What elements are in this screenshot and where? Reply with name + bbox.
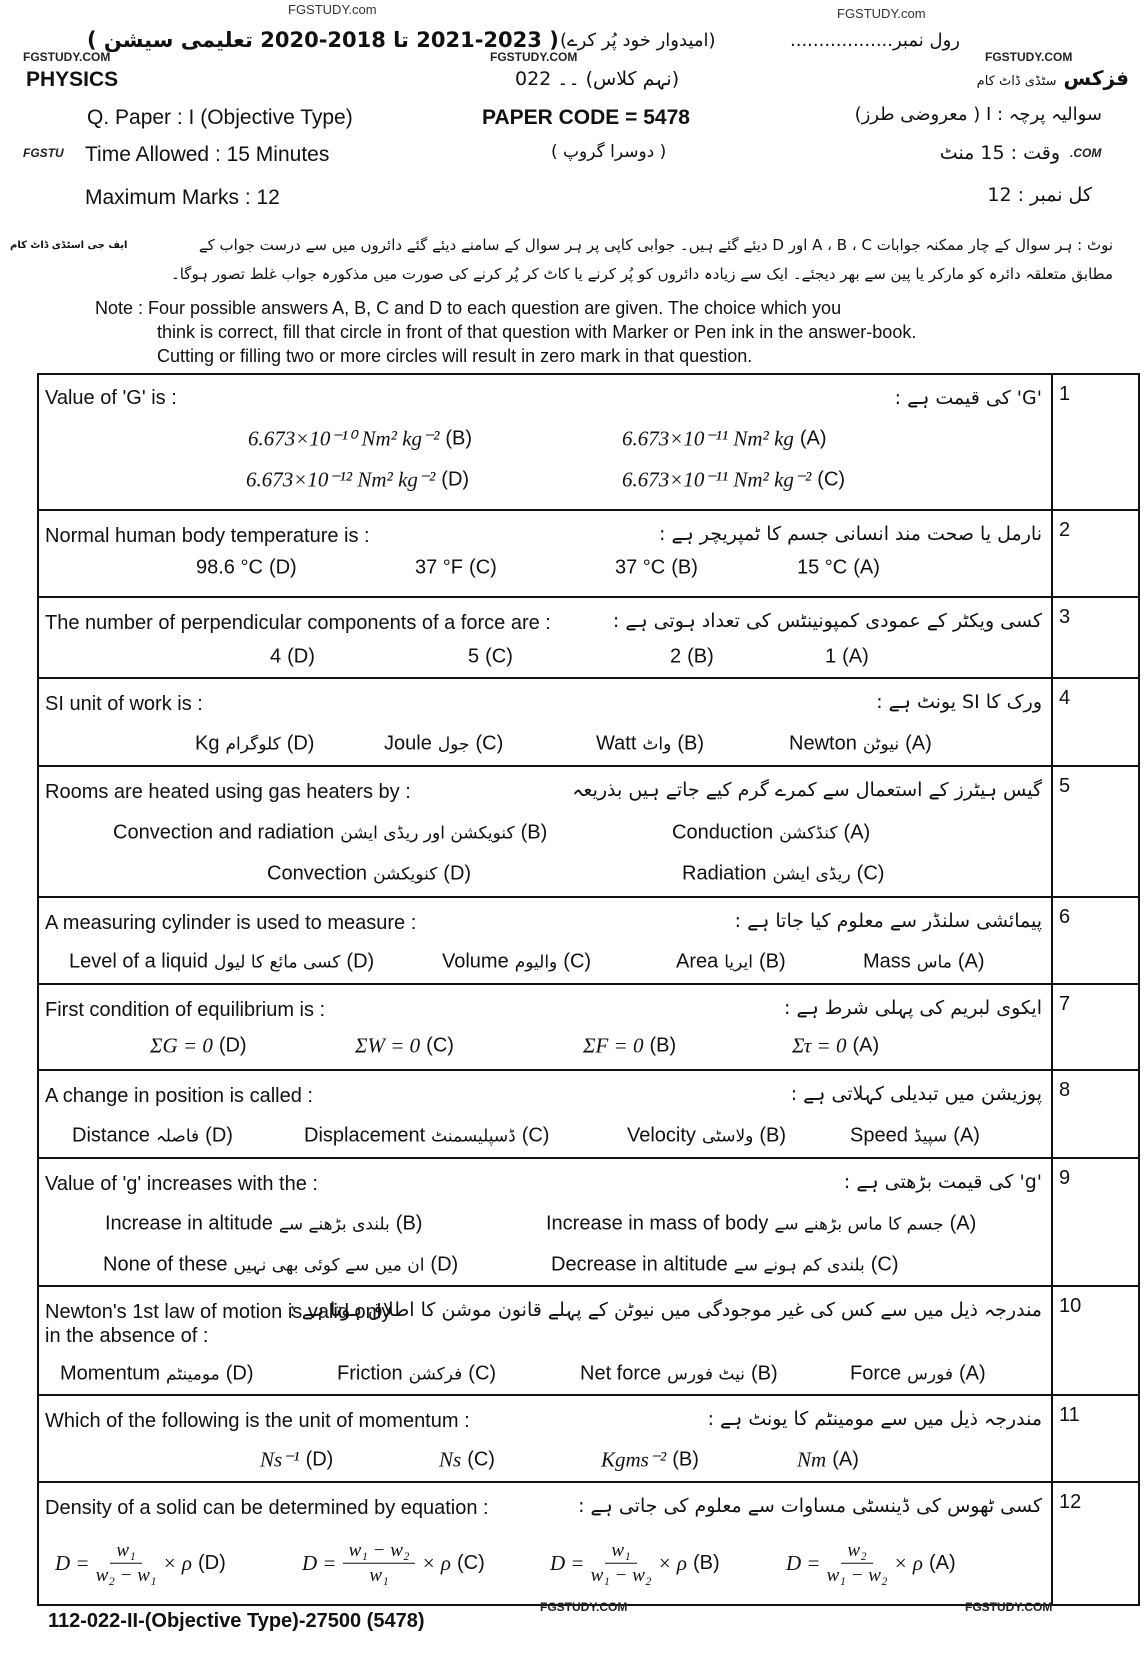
option-a: [789, 733, 932, 756]
option-letter: (D): [430, 1253, 459, 1276]
question-row: [39, 1394, 1138, 1481]
candidate-fill-label: (امیدوار خود پُر کرے): [560, 30, 716, 51]
option-text-english: Level of a liquid: [69, 950, 208, 973]
question-row: [39, 375, 1138, 509]
option-letter: (B): [693, 1551, 720, 1574]
option-c: [442, 951, 591, 974]
option-text-english: Speed: [850, 1124, 908, 1147]
option-a: [672, 822, 870, 845]
option-c: [439, 1448, 495, 1473]
option-letter: (A): [842, 645, 869, 668]
watermark: FGSTUDY.COM: [540, 1600, 628, 1614]
option-letter: (C): [521, 1124, 550, 1147]
option-b: [583, 1034, 676, 1059]
session-label: ( 2021-2023 تا 2018-2020 تعلیمی سیشن ): [87, 28, 559, 52]
question-number: 2: [1059, 519, 1071, 541]
question-text-english: Value of 'g' increases with the :: [45, 1173, 318, 1195]
option-text-urdu: فورس: [907, 1364, 953, 1384]
question-text-urdu: کسی ٹھوس کی ڈینسٹی مساوات سے معلوم کی جاتی ہے :: [578, 1495, 1042, 1517]
instructions-note-line3: Cutting or filling two or more circles will result in zero mark in that question.: [157, 346, 753, 366]
group-label: ( دوسرا گروپ ): [551, 142, 667, 162]
option-a: [792, 1034, 879, 1059]
option-d: [195, 733, 314, 756]
maximum-marks: Maximum Marks : 12: [85, 186, 280, 209]
option-letter: (A): [799, 427, 827, 450]
option-d: [267, 863, 471, 886]
option-a: [797, 1448, 859, 1473]
option-text-urdu: نیٹ فورس: [667, 1364, 745, 1384]
option-d: [55, 1539, 226, 1588]
question-row: [39, 1285, 1138, 1394]
option-text-english: Watt: [596, 732, 637, 755]
paper-type: Q. Paper : I (Objective Type): [87, 106, 353, 129]
option-letter: (A): [852, 1034, 880, 1057]
option-text-english: Increase in mass of body: [546, 1212, 769, 1235]
option-text-english: Velocity: [627, 1124, 696, 1147]
option-text-english: Force: [850, 1362, 902, 1385]
option-letter: (B): [672, 1448, 699, 1471]
question-number: 10: [1059, 1295, 1082, 1317]
question-text-english: SI unit of work is :: [45, 693, 203, 715]
option-text-english: 6.673×10⁻¹⁰ Nm² kg⁻²: [248, 426, 440, 451]
option-text-english: Net force: [580, 1362, 662, 1385]
question-text-urdu: کسی ویکٹر کے عمودی کمپونینٹس کی تعداد ہوتی ہے :: [612, 610, 1042, 632]
option-a: [850, 1125, 980, 1148]
option-c: [302, 1539, 485, 1588]
option-text-urdu: کنویکشن: [373, 864, 438, 884]
question-text-urdu: پیمائشی سلنڈر سے معلوم کیا جاتا ہے :: [734, 910, 1042, 932]
watermark: ایف جی اسٹڈی ڈاٹ کام: [10, 240, 128, 251]
option-text-english: Kgms⁻²: [601, 1447, 667, 1472]
option-text-english: 6.673×10⁻¹¹ Nm² kg⁻²: [622, 467, 812, 492]
option-text-english: Στ = 0: [792, 1033, 847, 1058]
option-letter: (D): [286, 732, 315, 755]
watermark: FGSTU: [23, 146, 64, 160]
maximum-marks-urdu: کل نمبر : 12: [987, 184, 1092, 206]
watermark: FGSTUDY.com: [837, 6, 926, 21]
option-letter: (A): [957, 950, 985, 973]
option-letter: (A): [959, 1362, 986, 1385]
question-text-english: Which of the following is the unit of momentum :: [45, 1410, 470, 1432]
question-text-english: Value of 'G' is :: [45, 387, 177, 409]
option-text-english: ΣW = 0: [355, 1033, 421, 1058]
option-b: [670, 646, 714, 669]
option-letter: (C): [468, 1362, 497, 1385]
question-number: 6: [1059, 906, 1071, 928]
option-text-urdu: کسی مائع کا لیول: [213, 952, 341, 972]
option-d: [60, 1363, 254, 1386]
formula-factor: × ρ: [421, 1550, 451, 1575]
option-b: [601, 1448, 699, 1473]
option-b: [580, 1363, 778, 1386]
option-letter: (B): [677, 732, 704, 755]
question-row: [39, 677, 1138, 765]
option-text-english: 4: [270, 645, 282, 668]
option-text-urdu: ایریا: [724, 952, 753, 972]
question-text-urdu: پوزیشن میں تبدیلی کہلاتی ہے :: [790, 1083, 1042, 1105]
option-a: [786, 1539, 956, 1588]
option-text-english: Nm: [797, 1447, 827, 1472]
option-letter: (B): [445, 427, 473, 450]
question-row: [39, 596, 1138, 677]
question-text-urdu: مندرجہ ذیل میں سے مومینٹم کا یونٹ ہے :: [707, 1408, 1042, 1430]
option-text-english: Radiation: [682, 862, 767, 885]
formula-factor: × ρ: [162, 1550, 192, 1575]
footer-paper-code: 112-022-II-(Objective Type)-27500 (5478): [48, 1610, 425, 1632]
option-text-english: Conduction: [672, 821, 774, 844]
option-letter: (D): [287, 645, 315, 668]
option-text-english: Ns⁻¹: [260, 1447, 300, 1472]
subject-urdu-label: فزکس: [1063, 66, 1129, 90]
question-number: 8: [1059, 1079, 1071, 1101]
option-text-english: Decrease in altitude: [551, 1253, 728, 1276]
option-text-urdu: بلندی بڑھنے سے: [278, 1214, 390, 1235]
formula-factor: × ρ: [893, 1550, 923, 1575]
option-b: [596, 733, 704, 756]
subject-english: PHYSICS: [26, 68, 119, 91]
question-text-urdu: نارمل یا صحت مند انسانی جسم کا ٹمپریچر ہے :: [659, 523, 1042, 545]
option-letter: (A): [832, 1448, 859, 1471]
question-number: 4: [1059, 687, 1071, 709]
option-b: [676, 951, 786, 974]
option-letter: (D): [441, 468, 470, 491]
option-b: [113, 822, 547, 845]
option-c: [355, 1034, 454, 1059]
formula-fraction: [591, 1539, 652, 1588]
option-letter: (C): [467, 1448, 495, 1471]
question-text-english: First condition of equilibrium is :: [45, 999, 326, 1021]
question-number: 11: [1059, 1404, 1080, 1426]
option-letter: (B): [759, 1124, 787, 1147]
option-text-english: 37 °C: [615, 556, 666, 579]
option-d: [246, 468, 469, 493]
numerator: w₁: [110, 1539, 141, 1564]
option-d: [72, 1125, 233, 1148]
question-number: 7: [1059, 993, 1071, 1015]
instructions-urdu-line2: مطابق متعلقہ دائرہ کو مارکر یا پین سے بھر دیجئے۔ ایک سے زیادہ دائروں کو پُر کرنے یا کاٹ کر پُر کرنے کی صورت میں مذکورہ جواب غلط تصور ہوگا۔: [170, 265, 1113, 283]
option-letter: (B): [750, 1362, 778, 1385]
question-number: 3: [1059, 606, 1071, 628]
option-text-english: 1: [825, 645, 837, 668]
question-number: 9: [1059, 1167, 1071, 1189]
option-d: [69, 951, 374, 974]
option-text-english: Kg: [195, 732, 220, 755]
option-b: [627, 1125, 786, 1148]
watermark: FGSTUDY.COM: [985, 50, 1073, 64]
option-letter: (C): [870, 1253, 899, 1276]
formula-fraction: [343, 1539, 416, 1588]
question-text-urdu: گیس ہیٹرز کے استعمال سے کمرے گرم کیے جاتے ہیں بذریعہ: [572, 779, 1042, 801]
option-text-urdu: نیوٹن: [862, 734, 900, 754]
question-text-english-cont: in the absence of :: [45, 1325, 209, 1347]
option-text-english: Friction: [337, 1362, 403, 1385]
watermark: .COM: [1070, 146, 1102, 160]
numerator: w₁ − w₂: [343, 1539, 416, 1564]
instructions-note-line2: think is correct, fill that circle in front of that question with Marker or Pen ink in the answer-book.: [157, 322, 917, 342]
option-text-english: Ns: [439, 1447, 462, 1472]
option-letter: (B): [759, 950, 786, 973]
option-text-english: Joule: [384, 732, 432, 755]
option-letter: (C): [856, 862, 885, 885]
class-code: (نہم کلاس) ۔۔ 022: [515, 68, 680, 90]
questions-table: [37, 373, 1140, 1606]
option-text-urdu: والیوم: [514, 952, 558, 972]
option-text-english: 6.673×10⁻¹² Nm² kg⁻²: [246, 467, 436, 492]
question-text-english: The number of perpendicular components of a force are :: [45, 612, 551, 634]
option-b: [550, 1539, 720, 1588]
option-text-english: ΣG = 0: [150, 1033, 213, 1058]
question-text-english: A measuring cylinder is used to measure :: [45, 912, 417, 934]
option-letter: (C): [426, 1034, 454, 1057]
option-text-english: 6.673×10⁻¹¹ Nm² kg: [622, 426, 794, 451]
denominator: w₂ − w₁: [95, 1564, 157, 1586]
watermark: FGSTUDY.COM: [23, 50, 111, 64]
question-text-english: A change in position is called :: [45, 1085, 313, 1107]
option-text-english: 15 °C: [797, 556, 848, 579]
option-d: [196, 557, 297, 580]
denominator: w₁ − w₂: [590, 1564, 652, 1586]
option-text-urdu: مومینٹم: [166, 1364, 220, 1384]
option-d: [270, 646, 315, 669]
option-c: [415, 557, 497, 580]
option-text-urdu: جول: [437, 734, 470, 754]
question-row: [39, 1157, 1138, 1285]
option-text-urdu: ماس: [916, 952, 952, 972]
watermark: FGSTUDY.COM: [490, 50, 578, 64]
option-letter: (A): [853, 556, 880, 579]
option-text-english: Volume: [442, 950, 509, 973]
question-text-english: Density of a solid can be determined by equation :: [45, 1497, 489, 1519]
option-a: [863, 951, 985, 974]
option-b: [105, 1213, 422, 1236]
option-text-english: Increase in altitude: [105, 1212, 273, 1235]
question-row: [39, 765, 1138, 896]
question-text-urdu: ایکوی لبریم کی پہلی شرط ہے :: [784, 997, 1042, 1019]
option-text-urdu: واٹ: [642, 734, 672, 754]
question-text-urdu: ورک کا SI یونٹ ہے :: [876, 691, 1042, 713]
option-d: [103, 1254, 458, 1277]
formula-lhs: D =: [55, 1550, 90, 1575]
question-number: 5: [1059, 775, 1071, 797]
option-letter: (C): [485, 645, 513, 668]
formula-lhs: D =: [302, 1550, 337, 1575]
option-letter: (D): [198, 1551, 226, 1574]
subject-urdu: [977, 66, 1129, 90]
option-text-english: Convection: [267, 862, 368, 885]
option-text-english: ΣF = 0: [583, 1033, 644, 1058]
option-letter: (D): [205, 1124, 233, 1147]
instructions-note-line1: Note : Four possible answers A, B, C and D to each question are given. The choice which you: [95, 298, 842, 318]
option-text-english: Convection and radiation: [113, 821, 335, 844]
option-letter: (B): [687, 645, 714, 668]
paper-code: PAPER CODE = 5478: [482, 106, 690, 129]
option-a: [850, 1363, 986, 1386]
option-text-urdu: کنویکشن اور ریڈی ایشن: [340, 823, 515, 843]
question-number: 1: [1059, 383, 1071, 405]
question-number: 12: [1059, 1491, 1082, 1513]
option-text-urdu: کنڈکشن: [779, 823, 838, 843]
option-c: [682, 863, 884, 886]
option-letter: (D): [268, 556, 297, 579]
formula-lhs: D =: [550, 1550, 585, 1575]
question-text-urdu: مندرجہ ذیل میں سے کس کی غیر موجودگی میں نیوٹن کے پہلے قانون موشن کا اطلاق ہوتا ہے :: [289, 1299, 1042, 1321]
numerator: w₁: [605, 1539, 636, 1564]
question-text-english: Newton's 1st law of motion is valid only: [45, 1301, 392, 1323]
formula-fraction: [827, 1539, 888, 1588]
option-a: [546, 1213, 976, 1236]
formula-factor: × ρ: [657, 1550, 687, 1575]
question-row: [39, 509, 1138, 596]
option-text-english: 2: [670, 645, 682, 668]
option-text-urdu: کلوگرام: [225, 734, 281, 754]
option-c: [551, 1254, 899, 1277]
watermark: FGSTUDY.COM: [965, 1600, 1053, 1614]
option-text-english: Newton: [789, 732, 857, 755]
time-allowed-urdu: وقت : 15 منٹ: [939, 142, 1060, 164]
option-text-english: 37 °F: [415, 556, 464, 579]
option-letter: (A): [843, 821, 871, 844]
option-d: [150, 1034, 247, 1059]
option-text-english: Mass: [863, 950, 911, 973]
watermark: FGSTUDY.com: [288, 2, 377, 17]
option-text-urdu: جسم کا ماس بڑھنے سے: [774, 1214, 944, 1235]
option-letter: (B): [395, 1212, 423, 1235]
option-letter: (A): [953, 1124, 980, 1147]
option-c: [384, 733, 503, 756]
question-row: [39, 1481, 1138, 1608]
option-text-english: None of these: [103, 1253, 228, 1276]
option-letter: (D): [225, 1362, 254, 1385]
option-letter: (A): [929, 1551, 956, 1574]
watermark: سٹڈی ڈاٹ کام: [976, 74, 1057, 89]
option-text-english: Distance: [72, 1124, 150, 1147]
option-text-english: Momentum: [60, 1362, 161, 1385]
option-text-urdu: ریڈی ایشن: [772, 864, 851, 884]
question-text-english: Rooms are heated using gas heaters by :: [45, 781, 411, 803]
question-text-english: Normal human body temperature is :: [45, 525, 370, 547]
option-letter: (B): [671, 556, 698, 579]
option-c: [304, 1125, 549, 1148]
option-d: [260, 1448, 333, 1473]
question-text-urdu: 'g' کی قیمت بڑھتی ہے :: [843, 1171, 1042, 1193]
option-letter: (C): [817, 468, 846, 491]
question-row: [39, 896, 1138, 983]
denominator: w₁ − w₂: [826, 1564, 888, 1586]
option-text-english: 5: [468, 645, 480, 668]
option-letter: (B): [649, 1034, 677, 1057]
option-text-urdu: فرکشن: [408, 1364, 463, 1384]
option-a: [797, 557, 880, 580]
question-text-urdu: 'G' کی قیمت ہے :: [894, 387, 1042, 409]
option-a: [622, 427, 827, 452]
question-row: [39, 983, 1138, 1069]
option-text-english: Displacement: [304, 1124, 426, 1147]
question-row: [39, 1069, 1138, 1157]
option-a: [825, 646, 869, 669]
roll-number-field: رول نمبر..................: [790, 30, 960, 51]
option-b: [615, 557, 698, 580]
option-b: [248, 427, 472, 452]
option-letter: (D): [443, 862, 472, 885]
time-allowed: Time Allowed : 15 Minutes: [85, 143, 330, 166]
option-text-english: 98.6 °C: [196, 556, 263, 579]
option-letter: (C): [469, 556, 497, 579]
option-letter: (C): [563, 950, 592, 973]
formula-lhs: D =: [786, 1550, 821, 1575]
option-letter: (D): [218, 1034, 247, 1057]
formula-fraction: [96, 1539, 157, 1588]
option-letter: (C): [475, 732, 504, 755]
option-text-urdu: بلندی کم ہونے سے: [733, 1255, 865, 1276]
option-letter: (C): [457, 1551, 485, 1574]
option-text-urdu: ڈسپلیسمنٹ: [431, 1126, 516, 1146]
numerator: w₂: [841, 1539, 872, 1564]
option-c: [622, 468, 845, 493]
instructions-urdu-line1: نوٹ : ہر سوال کے چار ممکنہ جوابات A ، B ، C اور D دیئے گئے ہیں۔ جوابی کاپی پر ہر سوال کے سامنے دیئے گئے دائروں میں سے درست جواب کے: [198, 236, 1113, 254]
option-text-urdu: سپیڈ: [913, 1126, 948, 1146]
option-c: [337, 1363, 496, 1386]
option-c: [468, 646, 513, 669]
option-text-urdu: فاصلہ: [155, 1126, 200, 1147]
denominator: w₁: [369, 1564, 389, 1586]
option-text-urdu: ولاسٹی: [701, 1126, 754, 1146]
option-letter: (A): [905, 732, 932, 755]
option-text-english: Area: [676, 950, 719, 973]
paper-type-urdu: سوالیہ پرچہ : I ( معروضی طرز): [854, 104, 1102, 125]
option-text-urdu: ان میں سے کوئی بھی نہیں: [233, 1255, 425, 1276]
option-letter: (B): [520, 821, 548, 844]
option-letter: (A): [949, 1212, 977, 1235]
option-letter: (D): [305, 1448, 334, 1471]
option-letter: (D): [346, 950, 375, 973]
